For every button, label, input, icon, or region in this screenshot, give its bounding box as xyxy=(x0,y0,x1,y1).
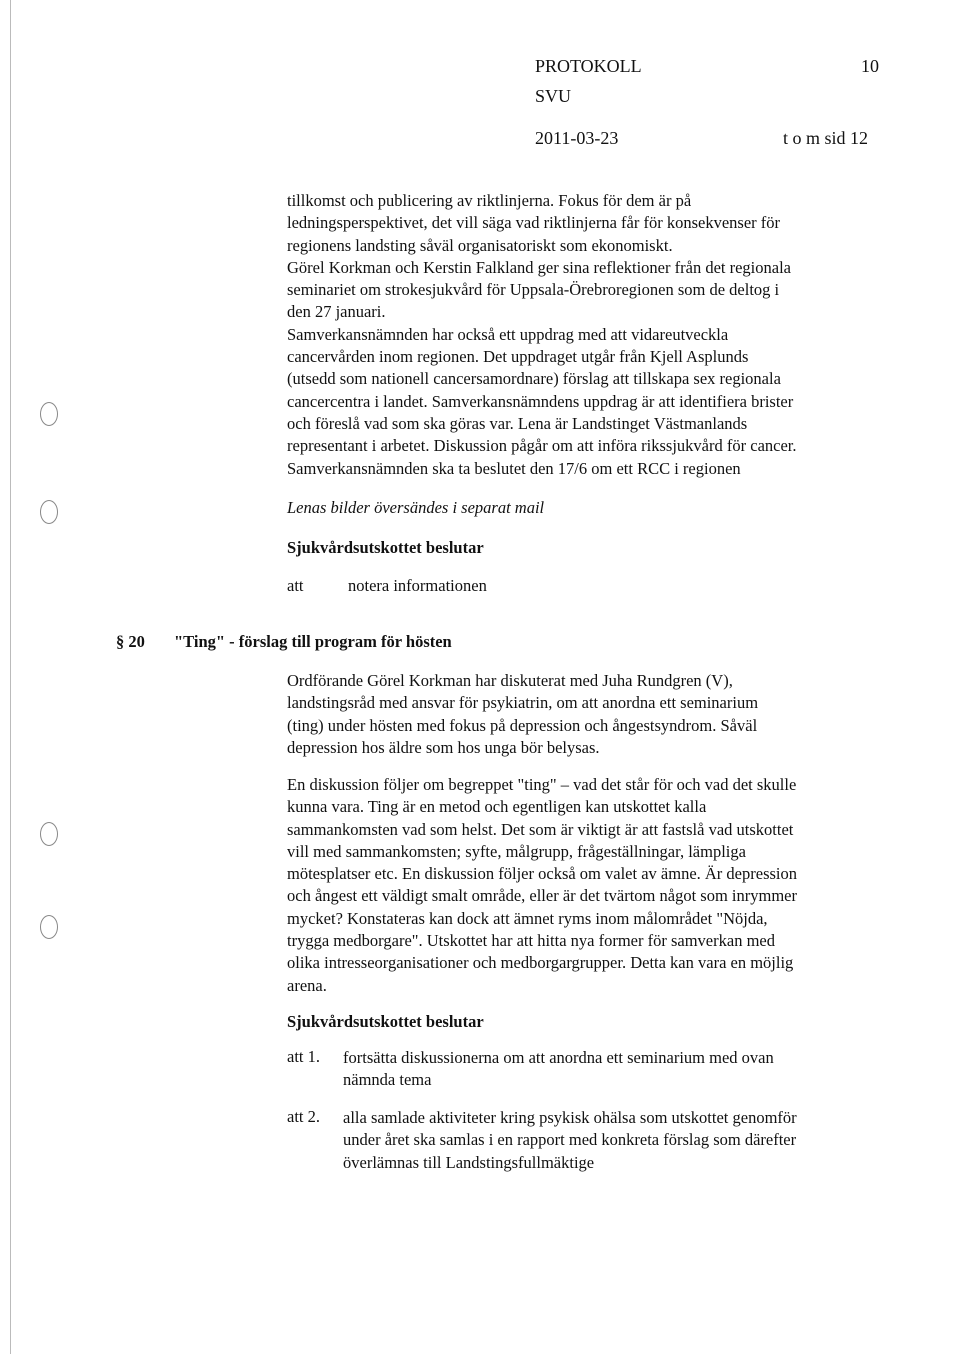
header-page-range: t o m sid 12 xyxy=(783,128,869,148)
paragraph-line: landstingsråd med ansvar för psykiatrin, om att anordna ett seminarium xyxy=(287,693,759,713)
paragraph-line: seminariet om strokesjukvård för Uppsala-Örebroregionen som de deltog i xyxy=(287,280,780,300)
paragraph-line: Ordförande Görel Korkman har diskuterat med Juha Rundgren (V), xyxy=(287,671,733,690)
paragraph-line: olika intresseorganisationer och medborgargrupper. Detta kan vara en möjlig xyxy=(287,953,794,973)
paragraph-line: regionens landsting såväl organisatoriskt som ekonomiskt. xyxy=(287,235,673,255)
paragraph-line: vill med sammankomsten; syfte, målgrupp, frågeställningar, lämpliga xyxy=(287,841,746,861)
paragraph-line: mycket? Konstateras kan dock att ämnet ryms inom målområdet "Nöjda, xyxy=(287,908,768,928)
decision-item-label: att 1. xyxy=(287,1047,320,1066)
paragraph-line: (ting) under hösten med fokus på depression och ångestsyndrom. Såväl xyxy=(287,715,758,735)
note-text: Lenas bilder översändes i separat mail xyxy=(287,498,545,517)
punch-hole-4 xyxy=(40,915,58,939)
paragraph-line: kunna vara. Ting är en metod och egentligen kan utskottet kalla xyxy=(287,797,707,817)
decision-heading: Sjukvårdsutskottet beslutar xyxy=(287,1012,484,1031)
decision-text: notera informationen xyxy=(348,576,487,595)
paragraph-line: cancervården inom regionen. Det uppdraget utgår från Kjell Asplunds xyxy=(287,347,749,367)
paragraph-line: Görel Korkman och Kerstin Falkland ger sina reflektioner från det regionala xyxy=(287,257,791,277)
paragraph-line: En diskussion följer om begreppet "ting" – vad det står för och vad det skulle xyxy=(287,775,797,794)
paragraph-line: sammankomsten vad som helst. Det som är viktigt är att fastslå vad utskottet xyxy=(287,819,794,839)
punch-hole-2 xyxy=(40,500,58,524)
decision-item-label: att 2. xyxy=(287,1107,320,1126)
paragraph-line: cancercentra i landet. Samverkansnämndens uppdrag är att identifiera brister xyxy=(287,391,794,411)
decision-heading: Sjukvårdsutskottet beslutar xyxy=(287,538,484,557)
scan-border-line xyxy=(10,0,11,1354)
decision-item-line: fortsätta diskussionerna om att anordna ett seminarium med ovan xyxy=(343,1048,774,1067)
decision-item-text xyxy=(343,1107,883,1174)
decision-item-line: alla samlade aktiviteter kring psykisk ohälsa som utskottet genomför xyxy=(343,1108,797,1127)
decision-item-text xyxy=(343,1047,883,1092)
paragraph-line: och föreslå vad som ska göras var. Lena är Landstinget Västmanlands xyxy=(287,413,748,433)
punch-hole-1 xyxy=(40,402,58,426)
decision-att-label: att xyxy=(287,576,304,595)
header-page-number: 10 xyxy=(861,56,879,76)
paragraph-line: ledningsperspektivet, det vill säga vad riktlinjerna får för konsekvenser för xyxy=(287,213,781,233)
paragraph-line: Samverkansnämnden har också ett uppdrag med att vidareutveckla xyxy=(287,324,729,344)
paragraph-line: (utsedd som nationell cancersamordnare) förslag att tillskapa sex regionala xyxy=(287,369,781,389)
header-title: PROTOKOLL xyxy=(535,56,642,76)
paragraph-line: depression hos äldre som hos unga bör belysas. xyxy=(287,737,600,757)
paragraph-line: den 27 januari. xyxy=(287,302,386,322)
paragraph-line: Samverkansnämnden ska ta beslutet den 17/6 om ett RCC i regionen xyxy=(287,458,741,478)
paragraph-1 xyxy=(287,190,887,480)
section-number: § 20 xyxy=(116,632,145,651)
paragraph-line: trygga medborgare". Utskottet har att hitta nya former för samverkan med xyxy=(287,931,775,951)
paragraph-line: och ångest ett väldigt smalt område, eller är det tvärtom något som inrymmer xyxy=(287,886,797,906)
paragraph-2 xyxy=(287,670,887,759)
paragraph-line: arena. xyxy=(287,975,327,995)
paragraph-line: mötesplatser etc. En diskussion följer också om valet av ämne. Är depression xyxy=(287,864,797,884)
paragraph-3 xyxy=(287,774,887,997)
decision-item-line: överlämnas till Landstingsfullmäktige xyxy=(343,1152,595,1172)
decision-item-line: under året ska samlas i en rapport med konkreta förslag som därefter xyxy=(343,1130,797,1150)
paragraph-line: tillkomst och publicering av riktlinjerna. Fokus för dem är på xyxy=(287,191,692,210)
paragraph-line: representant i arbetet. Diskussion pågår om att införa rikssjukvård för cancer. xyxy=(287,436,797,456)
punch-hole-3 xyxy=(40,822,58,846)
header-date: 2011-03-23 xyxy=(535,128,619,148)
decision-item-line: nämnda tema xyxy=(343,1070,432,1090)
header-org: SVU xyxy=(535,86,572,106)
section-title: "Ting" - förslag till program för hösten xyxy=(174,632,452,651)
